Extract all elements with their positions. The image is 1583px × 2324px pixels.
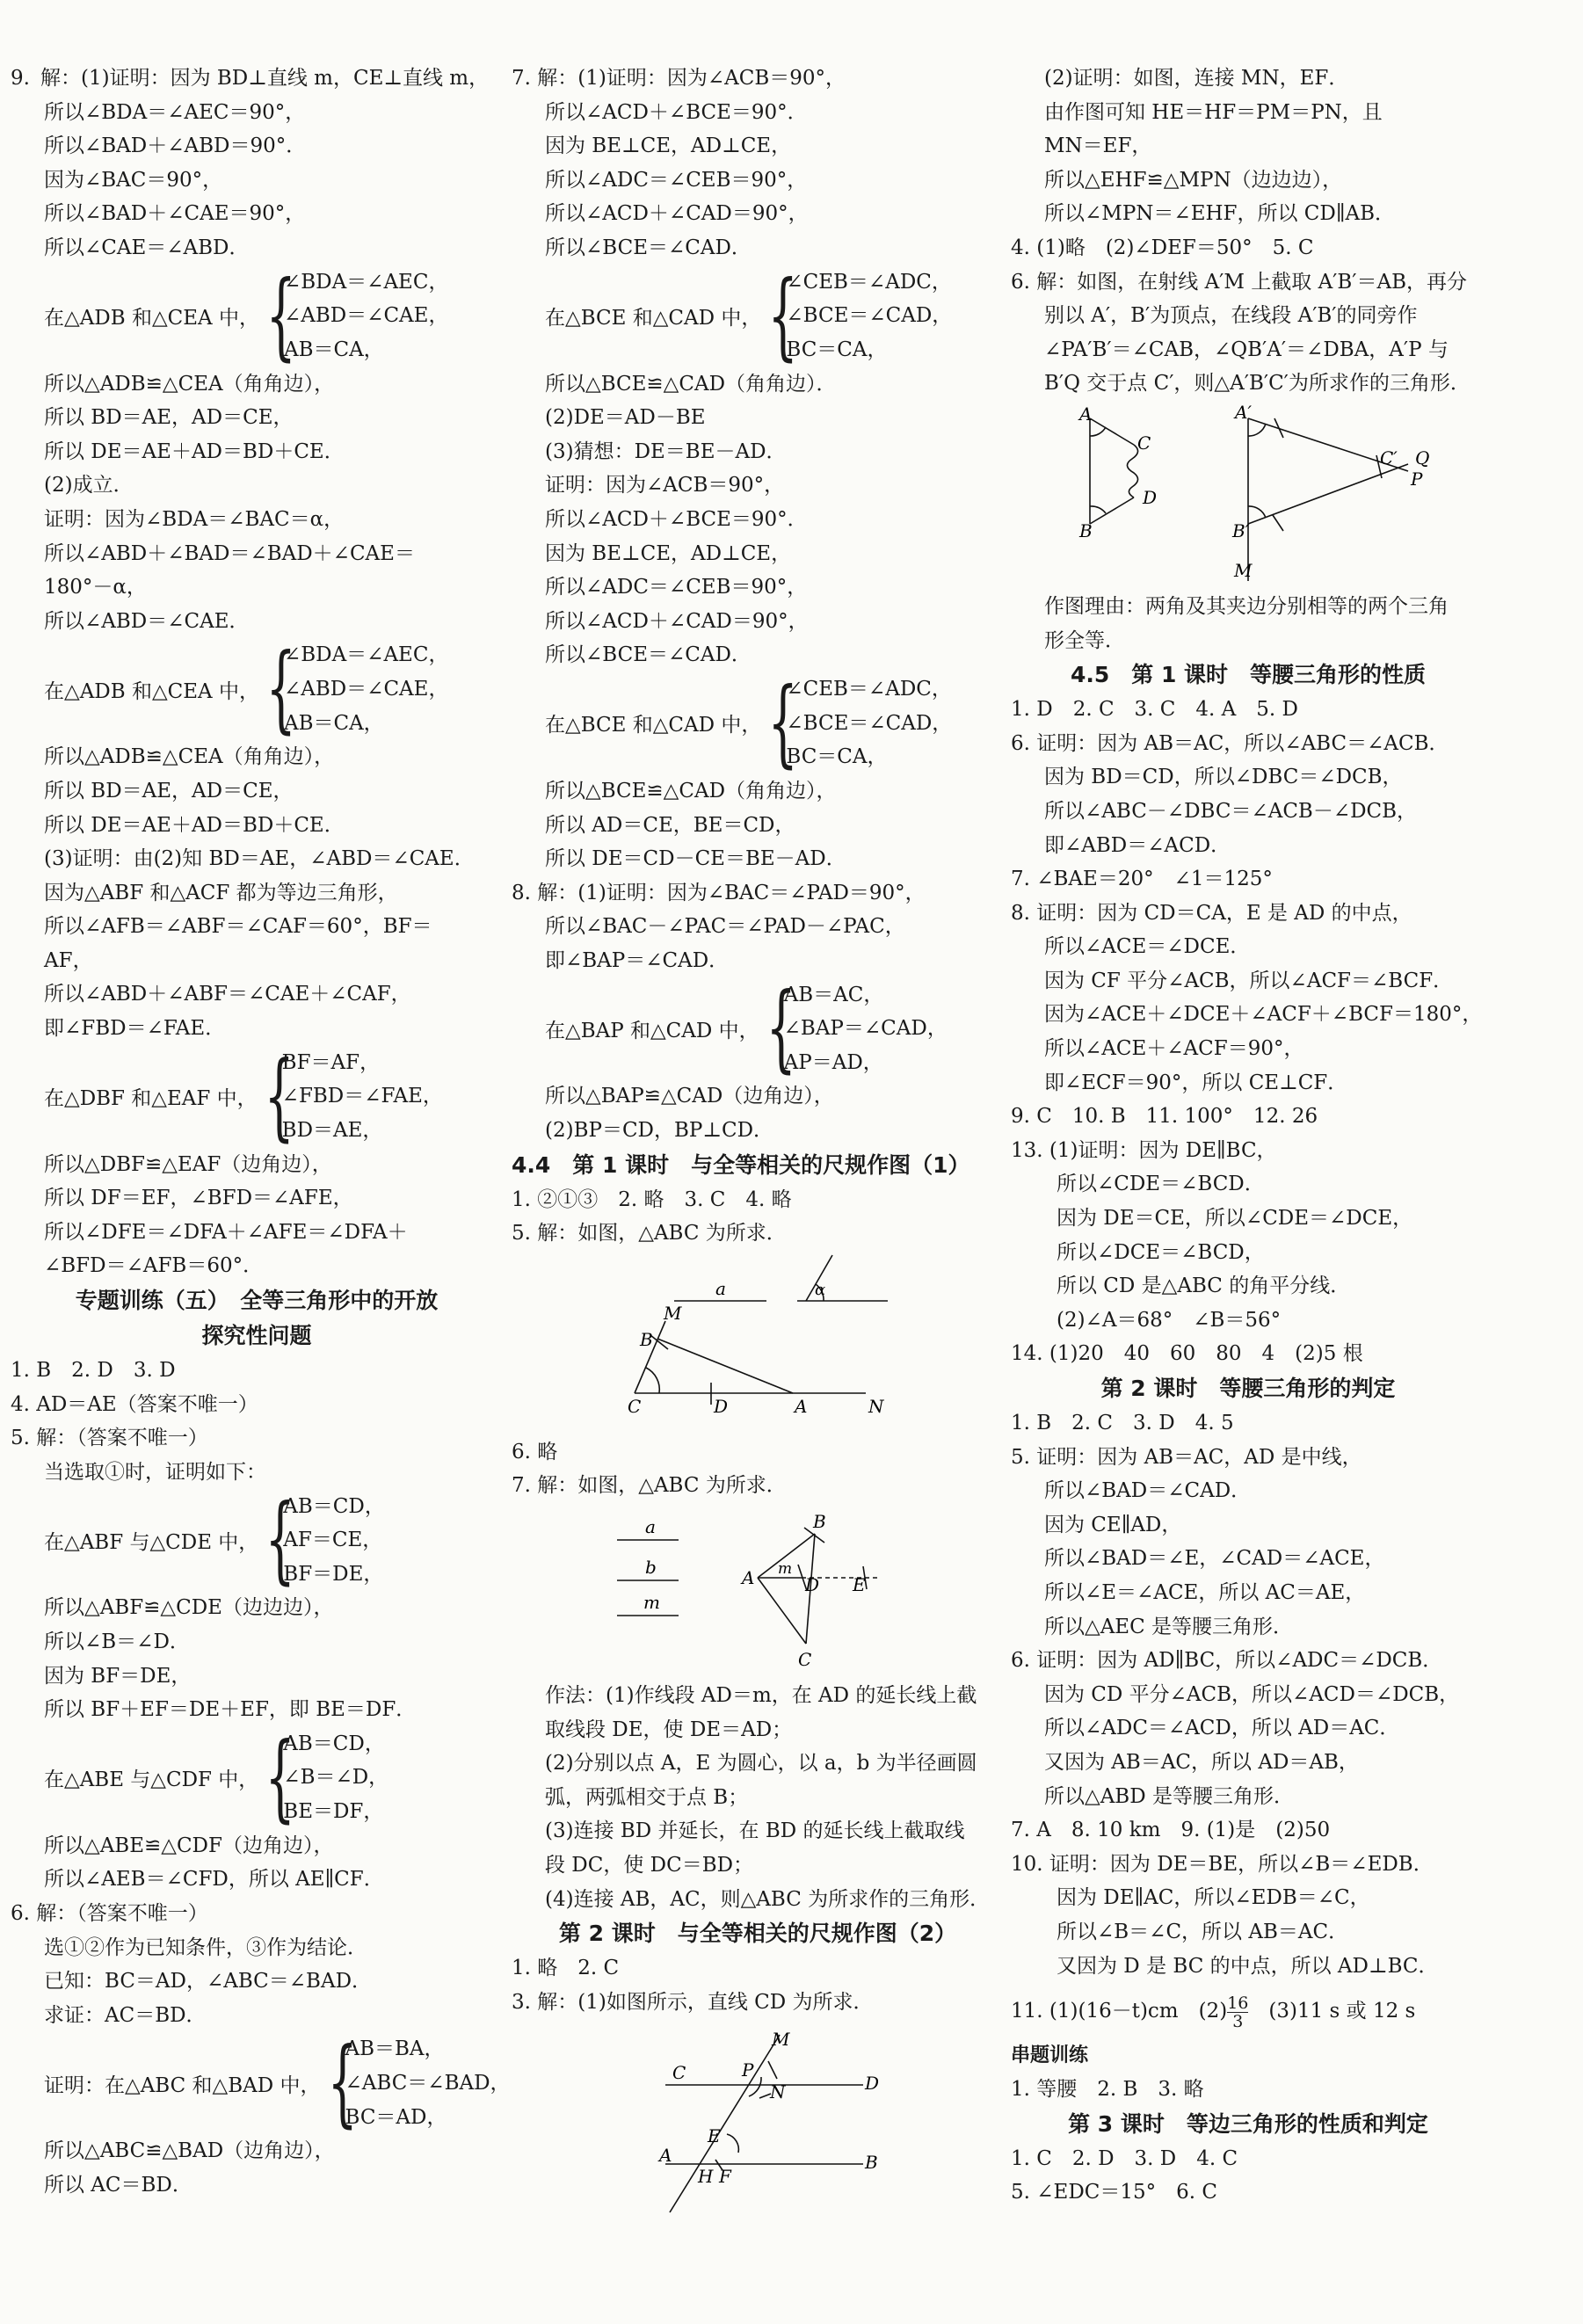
q5-line: 所以∠BAD＝∠E，∠CAD＝∠ACE， [1044,1547,1385,1571]
method-line: (2)分别以点 A，E 为圆心，以 a，b 为半径画圆 [545,1752,977,1776]
q9-line: 因为△ABF 和△ACF 都为等边三角形， [44,881,398,904]
q9-line: 所以∠BDA＝∠AEC＝90°， [44,100,306,124]
q6-line: 求证：AC＝BD． [44,2003,207,2027]
construction-diagram [512,1251,1004,1435]
q9-line: 所以∠AFB＝∠ABF＝∠CAF＝60°，BF＝ [44,915,432,939]
q7-line: 因为 BE⊥CE，AD⊥CE， [545,541,792,565]
label-C: C [798,1649,812,1671]
label-H: H [698,2166,714,2188]
reason-line: 作图理由：两角及其夹边分别相等的两个三角 [1044,594,1449,618]
q9-line: 所以 DE＝AE＋AD＝BD＋CE． [44,439,345,463]
q5-line: 所以△ABF≌△CDE（边边边）， [44,1596,334,1620]
q3-line: 所以∠MPN＝∠EHF，所以 CD∥AB． [1044,202,1395,226]
q8-line: 所以∠ACE＝∠DCE． [1044,935,1251,959]
q5-line: 所以△AEC 是等腰三角形． [1044,1615,1293,1638]
q3-line: 所以△EHF≌△MPN（边边边）， [1044,168,1343,192]
q7-line: (2)DE＝AD－BE [545,406,706,430]
q9-line: AF， [44,948,93,972]
q7-line: 所以△BCE≌△CAD（角角边）， [545,779,837,803]
q13-line: 因为 DE＝CE，所以∠CDE＝∠DCE， [1057,1207,1413,1231]
q5-line: 所以∠BAD＝∠CAD． [1044,1479,1252,1503]
section-heading: 第 2 课时 与全等相关的尺规作图（2） [558,1921,957,1947]
q7-line: 所以∠ADC＝∠CEB＝90°， [545,576,808,599]
method-line: 取线段 DE，使 DE＝AD； [545,1718,793,1741]
q9-line: 180°－α， [44,576,147,599]
q5-line: 所以△ABE≌△CDF（边角边）， [44,1834,334,1857]
q7-line: 证明：因为∠ACB＝90°， [545,474,785,497]
method-line: 作法：(1)作线段 AD＝m，在 AD 的延长线上截 [545,1684,977,1708]
label-D: D [865,2073,880,2095]
q9-line: 所以△ADB≌△CEA（角角边）， [44,745,335,769]
answer-line: 11. (1)(16－t)cm (2) $\frac{16}{3}$ (3)11 s 或 12 s [1011,1993,1416,2031]
q9-line: 所以 DF＝EF，∠BFD＝∠AFE， [44,1187,353,1210]
q8-line: 因为 CF 平分∠ACB，所以∠ACF＝∠BCF． [1044,969,1454,992]
figure-q6 [1011,401,1485,590]
q9-line: 所以 BD＝AE，AD＝CE， [44,779,294,803]
label-m: m [643,1592,660,1614]
q5-line: 所以∠B＝∠D． [44,1630,190,1653]
label-A: A [742,1567,755,1589]
figure-q5 [512,1251,1004,1435]
q6-line: 已知：BC＝AD，∠ABC＝∠BAD． [44,1970,373,1994]
label-m2: m [778,1560,793,1579]
q9-line: 所以∠ABD＋∠ABF＝∠CAE＋∠CAF， [44,983,411,1006]
q8-line: 8. 解：(1)证明：因为∠BAC＝∠PAD＝90°， [512,881,926,904]
q6c-line: 6. 证明：因为 AD∥BC，所以∠ADC＝∠DCB． [1011,1649,1443,1673]
q5-line: 因为 BF＝DE， [44,1664,192,1688]
q9-line: (2)成立． [44,474,134,497]
label-C: C [628,1395,642,1417]
answer-line: 9. C 10. B 11. 100° 12. 26 [1011,1105,1318,1129]
column-2 [512,62,1004,2221]
label-b: b [645,1557,657,1579]
label-C-prime: C′ [1380,447,1398,468]
label-B: B [865,2152,878,2174]
q5-line: 当选取①时，证明如下： [44,1460,266,1484]
q9-line: 所以 BD＝AE，AD＝CE， [44,406,294,430]
equation-system: 在△BCE 和△CAD 中， { ∠CEB＝∠ADC， ∠BCE＝∠CAD， BC＝CA， [545,667,953,778]
answer-line: 7. 解：如图，△ABC 为所求． [512,1474,787,1498]
label-B: B [1079,519,1093,541]
label-A-prime: A′ [1235,401,1252,423]
q5-line: 所以 BF＋EF＝DE＋EF，即 BE＝DF． [44,1698,417,1722]
q8-line: 8. 证明：因为 CD＝CA，E 是 AD 的中点， [1011,901,1412,925]
q5-line: 所以∠E＝∠ACE，所以 AC＝AE， [1044,1580,1366,1604]
answer-line: 5. 解：如图，△ABC 为所求． [512,1222,787,1246]
label-M: M [664,1302,682,1324]
q9-line: ∠BFD＝∠AFB＝60°． [44,1254,264,1278]
q13-line: 13. (1)证明：因为 DE∥BC， [1011,1138,1277,1162]
q7-line: 所以∠ACD＋∠CAD＝90°， [545,202,809,226]
q7-line: 所以∠BCE＝∠CAD． [545,236,752,259]
q8-line: 因为∠ACE＋∠DCE＋∠ACF＋∠BCF＝180°， [1044,1003,1483,1027]
q7-line: 所以∠ACD＋∠BCE＝90°． [545,100,808,124]
q3-line: 由作图可知 HE＝HF＝PM＝PN，且 [1044,100,1383,124]
q5-line: 5. 证明：因为 AB＝AC，AD 是中线， [1011,1445,1362,1469]
q9-line: 所以∠ABD＝∠CAE． [44,609,250,633]
q5-line: 5. 解：（答案不唯一） [11,1427,208,1450]
q7-line: 所以△BCE≌△CAD（角角边）． [545,372,837,396]
q7-line: 所以∠ACD＋∠CAD＝90°， [545,609,809,633]
q9-line: 9. 解：(1)证明：因为 BD⊥直线 m，CE⊥直线 m， [11,67,490,90]
q9-line: 所以∠ABD＋∠BAD＝∠BAD＋∠CAE＝ [44,541,415,565]
q6c-line: 所以∠ADC＝∠ACD，所以 AD＝AC． [1044,1717,1400,1740]
q8-line: 所以∠BAC－∠PAC＝∠PAD－∠PAC， [545,915,905,939]
label-alpha: α [815,1280,826,1299]
q8-line: 即∠BAP＝∠CAD． [545,948,730,972]
q9-line: 所以△DBF≌△EAF（边角边）， [44,1152,332,1176]
equation-system: 在△ABF 与△CDE 中， { AB＝CD， AF＝CE， BF＝DE， [44,1485,385,1595]
section-heading: 专题训练（五） 全等三角形中的开放 [75,1288,439,1314]
q6-line: 所以△ABC≌△BAD（边角边）， [44,2139,335,2163]
label-C: C [1137,432,1151,454]
label-a: a [715,1277,726,1299]
answer-line: 14. (1)20 40 60 80 4 (2)5 根 [1011,1342,1363,1366]
section-heading: 探究性问题 [201,1323,312,1349]
label-E: E [853,1574,866,1596]
q7-line: 所以 AD＝CE，BE＝CD， [545,813,795,837]
q7-line: (3)猜想：DE＝BE－AD． [545,439,787,463]
answer-line: 1. ②①③ 2. 略 3. C 4. 略 [512,1187,792,1211]
equation-system: 在△BCE 和△CAD 中， { ∠CEB＝∠ADC， ∠BCE＝∠CAD， BC＝CA， [545,260,953,371]
figure-q7 [512,1503,1004,1679]
q6-line: 别以 A′，B′为顶点，在线段 A′B′的同旁作 [1044,304,1418,328]
label-B-prime: B′ [1232,519,1250,541]
section-subheading: 串题训练 [1011,2044,1089,2067]
q6c-line: 因为 CD 平分∠ACB，所以∠ACD＝∠DCB， [1044,1682,1460,1706]
equation-system: 在△ABE 与△CDF 中， { AB＝CD， ∠B＝∠D， BE＝DF， [44,1722,389,1833]
figure-q3 [512,2019,1004,2221]
q6b-line: 因为 BD＝CD，所以∠DBC＝∠DCB， [1044,766,1403,789]
q8-line: (2)BP＝CD，BP⊥CD． [545,1119,774,1143]
construction-diagram [1011,401,1485,590]
q10-line: 因为 DE∥AC，所以∠EDB＝∠C， [1057,1886,1370,1910]
label-N: N [868,1395,884,1417]
q6-line: B′Q 交于点 C′，则△A′B′C′为所求作的三角形． [1044,372,1470,396]
q3-line: MN＝EF， [1044,134,1152,158]
q6-line: 选①②作为已知条件，③作为结论． [44,1935,367,1959]
reason-line: 形全等． [1044,628,1125,652]
label-D: D [1143,486,1158,508]
q6c-line: 又因为 AB＝AC，所以 AD＝AB， [1044,1750,1359,1774]
q6-line: ∠PA′B′＝∠CAB，∠QB′A′＝∠DBA，A′P 与 [1044,338,1449,361]
q13-line: 所以∠CDE＝∠BCD． [1057,1173,1265,1196]
label-Q: Q [1415,447,1430,468]
label-B: B [813,1511,826,1533]
column-1 [11,62,511,2203]
q13-line: 所以 CD 是△ABC 的角平分线． [1057,1275,1351,1298]
label-F: F [719,2166,731,2188]
q13-line: 所以∠DCE＝∠BCD， [1057,1240,1265,1264]
method-line: 段 DC，使 DC＝BD； [545,1854,754,1877]
answer-line: 3. 解：(1)如图所示，直线 CD 为所求． [512,1990,874,2014]
answer-line: 1. B 2. C 3. D 4. 5 [1011,1412,1234,1434]
section-heading: 4.4 第 1 课时 与全等相关的尺规作图（1） [512,1151,970,1178]
label-E: E [708,2125,721,2147]
q13-line: (2)∠A＝68° ∠B＝56° [1057,1308,1282,1332]
q10-line: 又因为 D 是 BC 的中点，所以 AD⊥BC． [1057,1954,1439,1978]
q9-line: 所以 DE＝AE＋AD＝BD＋CE． [44,813,345,837]
q9-line: (3)证明：由(2)知 BD＝AE，∠ABD＝∠CAE． [44,847,475,871]
section-heading: 4.5 第 1 课时 等腰三角形的性质 [1070,662,1427,688]
q7-line: 所以∠ACD＋∠BCE＝90°． [545,507,808,531]
answer-line: 1. 略 2. C [512,1957,620,1980]
q6-line: 所以 AC＝BD． [44,2173,192,2197]
equation-system: 在△ADB 和△CEA 中， { ∠BDA＝∠AEC， ∠ABD＝∠CAE， AB＝CA， [44,260,449,371]
answer-line: 1. D 2. C 3. C 4. A 5. D [1011,698,1298,722]
label-P: P [1411,468,1423,490]
label-C: C [672,2062,686,2084]
label-N: N [770,2081,786,2103]
q9-line: 所以∠BAD＋∠ABD＝90°． [44,134,307,158]
equation-system: 在△ADB 和△CEA 中， { ∠BDA＝∠AEC， ∠ABD＝∠CAE， AB＝CA， [44,634,449,744]
q9-line: 证明：因为∠BDA＝∠BAC＝α， [44,507,345,531]
q6-line: 6. 解：如图，在射线 A′M 上截取 A′B′＝AB，再分 [1011,270,1468,294]
construction-diagram [512,2019,1004,2221]
equation-system: 在△DBF 和△EAF 中， { BF＝AF， ∠FBD＝∠FAE， BD＝AE， [44,1041,443,1151]
answer-line: 7. A 8. 10 km 9. (1)是 (2)50 [1011,1819,1331,1842]
q7-line: 所以∠BCE＝∠CAD． [545,643,752,667]
fraction: $\frac{16}{3}$ [1227,1993,1249,2031]
q8-line: 即∠ECF＝90°，所以 CE⊥CF． [1044,1071,1348,1094]
label-D: D [805,1574,820,1596]
q7-line: 因为 BE⊥CE，AD⊥CE， [545,134,792,158]
q7-line: 所以 DE＝CD－CE＝BE－AD． [545,847,846,871]
construction-diagram [512,1503,1004,1679]
label-A: A [795,1395,808,1417]
q6b-line: 即∠ABD＝∠ACD． [1044,833,1231,857]
answer-line: 1. 等腰 2. B 3. 略 [1011,2078,1204,2102]
q8-line: 所以△BAP≌△CAD（边角边）， [545,1085,834,1108]
section-heading: 第 2 课时 等腰三角形的判定 [1100,1376,1396,1401]
q5-line: 因为 CE∥AD， [1044,1513,1182,1536]
label-B: B [640,1328,653,1350]
q9-line: 因为∠BAC＝90°， [44,168,223,192]
label-M: M [772,2029,790,2051]
q10-line: 10. 证明：因为 DE＝BE，所以∠B＝∠EDB． [1011,1852,1434,1876]
label-A: A [659,2145,672,2167]
q9-line: 所以∠BAD＋∠CAE＝90°， [44,202,306,226]
q7-line: 所以∠ADC＝∠CEB＝90°， [545,168,808,192]
method-line: (3)连接 BD 并延长，在 BD 的延长线上截取线 [545,1819,965,1843]
label-D: D [714,1395,729,1417]
q7-line: 7. 解：(1)证明：因为∠ACB＝90°， [512,67,846,90]
q9-line: 所以△ADB≌△CEA（角角边）， [44,372,335,396]
answer-line: 1. B 2. D 3. D [11,1359,176,1383]
q6b-line: 所以∠ABC－∠DBC＝∠ACB－∠DCB， [1044,799,1418,823]
equation-system: 证明：在△ABC 和△BAD 中， { AB＝BA， ∠ABC＝∠BAD， BC＝AD， [44,2028,511,2139]
q8-line: 所以∠ACE＋∠ACF＝90°， [1044,1037,1304,1061]
q3-line: (2)证明：如图，连接 MN，EF． [1044,67,1349,90]
label-M: M [1234,559,1253,581]
section-heading: 第 3 课时 等边三角形的性质和判定 [1068,2110,1428,2137]
q9-line: 所以∠CAE＝∠ABD． [44,236,250,259]
label-a: a [645,1516,656,1538]
label-P: P [742,2059,754,2081]
q9-line: 即∠FBD＝∠FAE． [44,1017,226,1041]
answer-line: 5. ∠EDC＝15° 6. C [1011,2181,1217,2204]
method-line: (4)连接 AB，AC，则△ABC 为所求作的三角形． [545,1887,991,1911]
q9-line: 所以∠DFE＝∠DFA＋∠AFE＝∠DFA＋ [44,1220,408,1244]
answer-line: 7. ∠BAE＝20° ∠1＝125° [1011,868,1273,891]
answer-line: 4. (1)略 (2)∠DEF＝50° 5. C [1011,236,1314,259]
answer-line: 6. 略 [512,1440,558,1463]
q10-line: 所以∠B＝∠C，所以 AB＝AC． [1057,1920,1349,1943]
q5-line: 所以∠AEB＝∠CFD，所以 AE∥CF． [44,1868,384,1892]
q6b-line: 6. 证明：因为 AB＝AC，所以∠ABC＝∠ACB． [1011,731,1449,755]
answer-line: 4. AD＝AE（答案不唯一） [11,1392,258,1416]
method-line: 弧，两弧相交于点 B； [545,1785,749,1809]
label-A: A [1079,403,1093,425]
q6-line: 6. 解：（答案不唯一） [11,1901,208,1925]
q6c-line: 所以△ABD 是等腰三角形． [1044,1784,1294,1808]
column-3 [1011,62,1485,2210]
answer-line: 1. C 2. D 3. D 4. C [1011,2146,1238,2170]
equation-system: 在△BAP 和△CAD 中， { AB＝AC， ∠BAP＝∠CAD， AP＝AD， [545,973,948,1084]
